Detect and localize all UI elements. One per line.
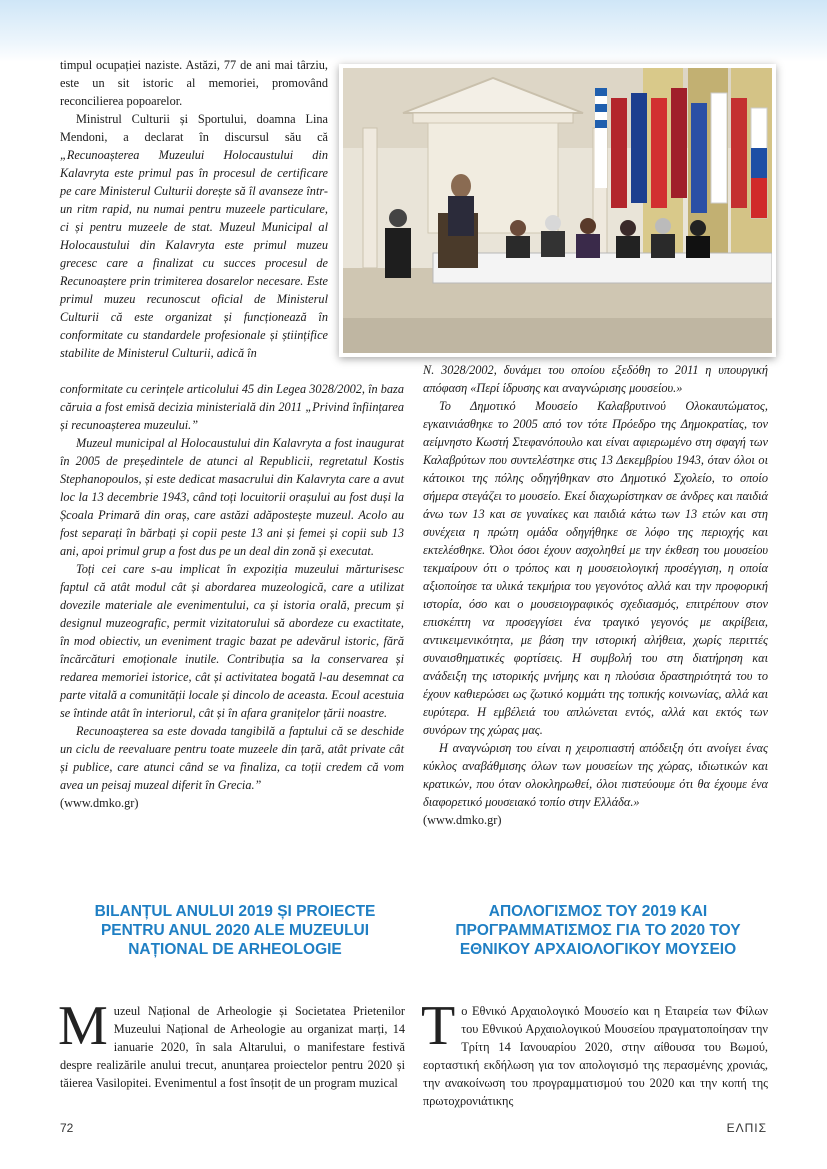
top-color-band [0,0,827,62]
paragraph: Muzeul municipal al Holocaustului din Kalavryta a fost inaugurat în 2005 de președintele de atunci al Republicii, regretatul Kostis Stephanopoulos, și este dedicat masacrului din Kalavryta care a avut loc la 13 decembrie 1943, când toți locuitorii orașului au fost duși la Școala Primară din oraș, care astăzi adăpostește muzeul. Acolo au fost separați în bărbați și copii peste 13 ani și femei și copii sub 13 ani, apoi primul grup a fost dus pe un deal din zonă și executat. [60,436,404,558]
heading-line: ΠΡΟΓΡΑΜΜΑΤΙΣΜΟΣ ΓΙΑ ΤΟ 2020 ΤΟΥ [455,922,741,939]
paragraph: Η αναγνώριση του είναι η χειροπιαστή απόδειξη ότι ανοίγει ένας κύκλος αναβάθμισης όλων των μουσείων της χώρας, ιδιωτικών και κρατικών, που όταν ολοκληρωθεί, όλοι πιστεύουμε ότι θα έχουμε ένα διαφορετικό μουσειακό τοπίο στην Ελλάδα.» [423,741,768,809]
drop-cap: T [421,995,456,1057]
heading-line: ΑΠΟΛΟΓΙΣΜΟΣ ΤΟΥ 2019 ΚΑΙ [488,903,708,920]
article-body-greek [421,995,768,1110]
right-column [423,361,768,829]
paragraph: Το Δημοτικό Μουσείο Καλαβρυτινού Ολοκαυτώματος, εγκαινιάσθηκε το 2005 από τον τότε Πρόεδρο της Δημοκρατίας, τον αείμνηστο Κωστή Στεφανόπουλο και είναι αφιερωμένο στη σφαγή των Καλαβρύτων που συντελέστηκε στις 13 Δεκεμβρίου 1943, όταν όλοι οι κάτοικοι της πόλης οδηγήθηκαν στο Δημοτικό Σχολείο, το οποίο σήμερα στεγάζει το μουσείο. Εκεί διαχωρίστηκαν σε άνδρες και παιδιά άνω των 13 και σε γυναίκες και παιδιά κάτω των 13 ετών και στη συνέχεια η πρώτη ομάδα οδηγήθηκε σε λόφο της περιοχής και εκτελέσθηκε. Όλοι όσοι έχουν ασχοληθεί με την έκθεση του μουσείου τεκμαίρουν ότι ο τρόπος και η μουσειολογική προσέγγιση, η οποία αξιοποίησε τα υλικά τεκμήρια του γεγονότος αλλά και την προφορική ιστορία, όσο και ο μουσειογραφικός σχεδιασμός, επιτρέπουν στον επισκέπτη να προσεγγίσει ένα τραγικό γεγονός με ακρίβεια, αντικειμενικότητα, με βάση την ιστορική αλήθεια, χωρίς περιττές συναισθηματικές φορτίσεις. Η συμβολή του στη διατήρηση και ανάδειξη της ιστορικής μνήμης και η πλούσια δραστηριότητά του το έχουν καθιερώσει ως ζωτικό κομμάτι της τοπικής κοινωνίας, αλλά και ευρύτερα. Η εμβέλειά του απλώνεται εντός, αλλά και εκτός των συνόρων της χώρας μας. [423,399,768,737]
left-column-bottom [60,380,404,812]
source-link: (www.dmko.gr) [423,813,502,827]
heading-line: ΕΘΝΙΚΟΥ ΑΡΧΑΙΟΛΟΓΙΚΟΥ ΜΟΥΣΕΙΟ [459,941,737,958]
quote-continuation: conformitate cu cerințele articolului 45 din Legea 3028/2002, în baza căruia a fost emisă decizia ministerială din 2011 „Privind înființarea și recunoașterea muzeului.” [60,382,404,432]
heading-line: BILANȚUL ANULUI 2019 ȘI PROIECTE [94,903,376,920]
heading-line: PENTRU ANUL 2020 ALE MUZEULUI [100,922,370,939]
drop-cap: M [58,995,108,1057]
quote-text: „Recunoașterea Muzeului Holocaustului din Kalavryta este primul pas în procesul de certificare pe care Ministerul Culturii dorește să îl avanseze într-un ritm rapid, nu numai pentru muzeele particulare, ci și pentru muzeele de stat. Muzeul Municipal al Holocaustului din Kalavryta este primul muzeu grecesc care a finalizat cu succes procesul de Recunoaștere prin trimiterea dosarelor necesare. Este primul muzeu recunoscut oficial de Ministerul Culturii că este organizat și funcționează în conformitate cu standardele profesionale și științifice stabilite de Ministerul Culturii, adică în [60,148,328,360]
paragraph-text: uzeul Național de Arheologie și Societatea Prietenilor Muzeului Național de Arheologie au organizat marți, 14 ianuarie 2020, în sala Altarului, o manifestare festivă despre realizările anului trecut, anunțarea proiectelor pentru 2020 și tăierea Vasilopitei. Evenimentul a fost însoțit de un program muzical [60,1004,405,1090]
left-column-top [60,56,328,362]
article-body-romanian [58,995,405,1092]
source-link: (www.dmko.gr) [60,796,139,810]
paragraph: N. 3028/2002, δυνάμει του οποίου εξεδόθη το 2011 η υπουργική απόφαση «Περί ίδρυσης και αναγνώρισης μουσείου.» [423,363,768,395]
heading-line: NAȚIONAL DE ARHEOLOGIE [128,941,342,958]
event-photo [339,64,776,357]
ceremony-photo-illustration [343,68,772,353]
paragraph [421,995,768,1110]
paragraph-text: ο Εθνικό Αρχαιολογικό Μουσείο και η Εταιρεία των Φίλων του Εθνικού Αρχαιολογικού Μουσείου πραγματοποίησαν την Τρίτη 14 Ιανουαρίου 2020, στην αίθουσα του Βωμού, εορταστική εκδήλωση για τον απολογισμό της περασμένης χρονιάς, την ανακοίνωση του προγραμματισμού του 2020 και την κοπή της πρωτοχρονιάτικης [423,1004,768,1108]
paragraph [58,995,405,1092]
magazine-name: ΕΛΠΙΣ [726,1121,767,1135]
section-heading-romanian [70,902,400,959]
paragraph: Toți cei care s-au implicat în expoziția muzeului mărturisesc faptul că atât modul cât și abordarea muzeologică, care a utilizat dovezile materiale ale evenimentului, ca și istoria orală, precum și designul muzeografic, permit vizitatorului să abordeze cu exactitate, în mod obiectiv, un eveniment tragic bazat pe adevărul istoric, fără încărcături emoționale inutile. Contribuția sa la conservarea și redarea memoriei istorice, cât și activitatea bogată l-au desemnat ca parte vitală a comunității locale și dincolo de aceasta. Ecoul acestuia se întinde atât în interiorul, cât și în afara granițelor țării noastre. [60,562,404,720]
page-number: 72 [60,1121,74,1135]
paragraph [60,110,328,362]
section-heading-greek [428,902,768,959]
paragraph: timpul ocupației naziste. Astăzi, 77 de ani mai târziu, este un sit istoric al memoriei, promovând reconcilierea popoarelor. [60,58,328,108]
paragraph: Recunoașterea sa este dovada tangibilă a faptului că se deschide un ciclu de reevaluare pentru toate muzeele din țară, atât private cât și publice, care atunci când se va finaliza, ca toții credem că vom avea un peisaj muzeal diferit în Grecia.” [60,724,404,792]
paragraph-lead: Ministrul Culturii și Sportului, doamna Lina Mendoni, a declarat în discursul său că [60,112,328,144]
